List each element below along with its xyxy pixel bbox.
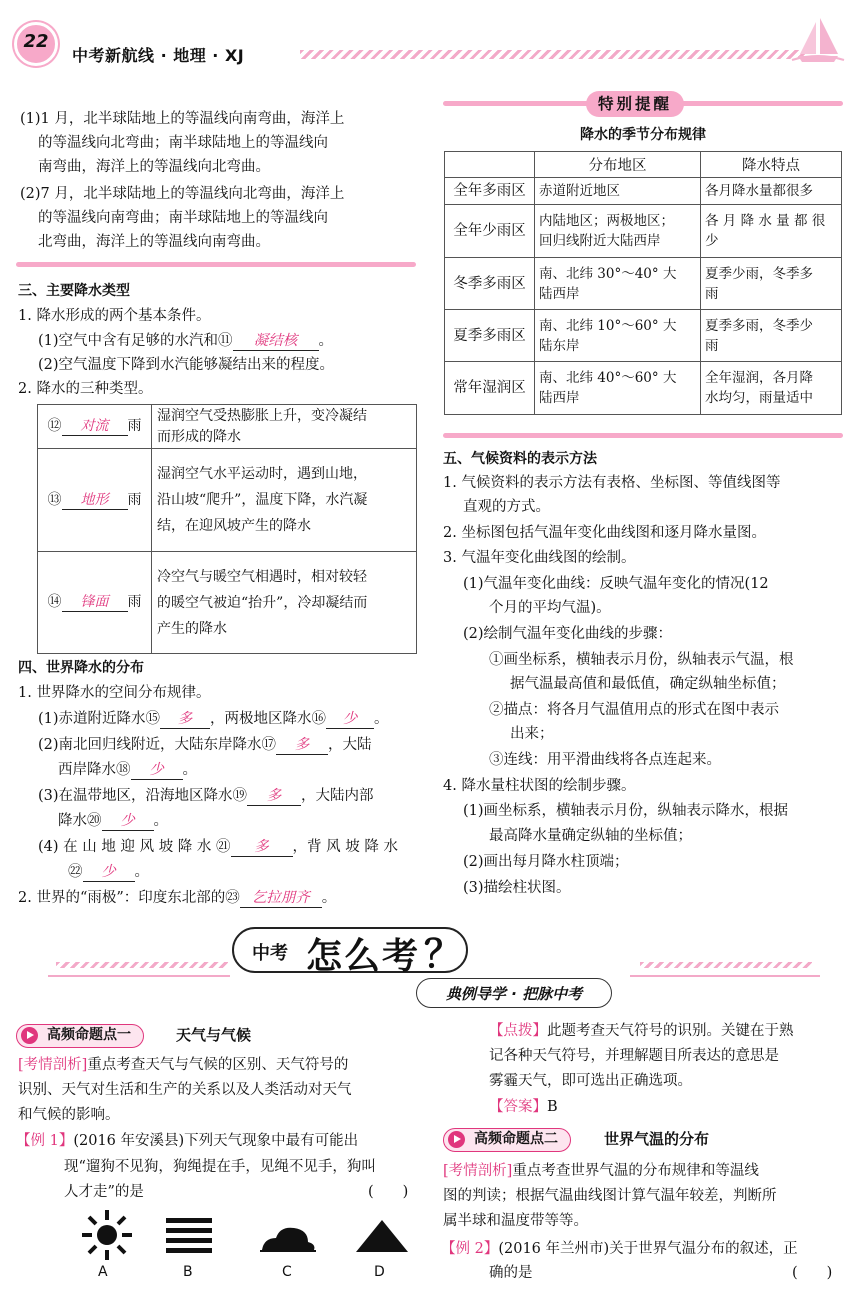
rain-type-cell (38, 405, 152, 449)
text: 雨 (127, 418, 142, 434)
analysis-line: 图的判读；根据气温曲线图计算气温年较差，判断所 (443, 1188, 777, 1204)
text: (1)空气中含有足够的水汽和⑪ (38, 333, 233, 349)
area-cell (535, 310, 701, 362)
note-line: 南弯曲，海洋上的等温线向北弯曲。 (38, 159, 270, 175)
text: 水均匀，雨量适中 (705, 390, 813, 406)
point-topic: 天气与气候 (176, 1026, 252, 1044)
feature-cell (701, 258, 842, 310)
item-2 (18, 887, 336, 909)
mountain-icon (354, 1218, 410, 1254)
text: 全年湿润，各月降 (705, 370, 813, 386)
rule-4 (38, 836, 398, 858)
answer-blank: 多 (160, 710, 210, 729)
header-cell: 降水特点 (701, 152, 842, 178)
banner-stripe-right (640, 962, 812, 968)
text-line: (2)画出每月降水柱顶端； (463, 854, 629, 870)
option-label-d: D (374, 1264, 385, 1280)
text: 此题考查天气符号的识别。关键在于熟 (547, 1023, 794, 1039)
answer-blank: 地形 (62, 491, 128, 510)
text: (1)赤道附近降水⑮ (38, 711, 161, 727)
divider (16, 262, 416, 267)
text: 重点考查天气与气候的区别、天气符号的 (87, 1057, 349, 1073)
text: 陆西岸 (539, 390, 580, 406)
rule-4b (68, 861, 149, 883)
text: 。 (374, 711, 389, 727)
text: 。 (153, 813, 168, 829)
description-cell (152, 405, 417, 449)
text: 产生的降水 (157, 620, 227, 637)
text: 夏季少雨，冬季多 (705, 265, 813, 282)
text: 南、北纬 30°～40° 大 (539, 265, 677, 282)
answer-blank: 少 (83, 863, 135, 882)
description-cell (152, 449, 417, 552)
text: 雨 (127, 491, 142, 508)
text: 陆西岸 (539, 285, 580, 302)
text: 2. 世界的“雨极”：印度东北部的㉓ (18, 890, 240, 906)
sunny-icon (80, 1208, 134, 1262)
text-line: ①画坐标系，横轴表示月份，纵轴表示气温，根 (489, 652, 794, 668)
play-icon (448, 1131, 465, 1148)
answer-blank: 多 (247, 787, 301, 806)
type-cell: 常年湿润区 (445, 362, 535, 415)
table-row (445, 258, 842, 310)
badge-label: 高频命题点一 (47, 1027, 131, 1043)
text: (2016 年安溪县)下列天气现象中最有可能出 (73, 1133, 359, 1149)
rain-type-cell (38, 552, 152, 654)
rule-2b (58, 759, 197, 781)
rule-3b (58, 810, 168, 832)
analysis-line (443, 1160, 759, 1182)
analysis-label: [考情剖析] (443, 1163, 513, 1179)
haze-icon (164, 1216, 214, 1256)
text: 陆东岸 (539, 337, 580, 354)
area-cell (535, 258, 701, 310)
play-icon (21, 1027, 38, 1044)
banner-line-left (48, 975, 230, 977)
text: 重点考查世界气温的分布规律和等温线 (512, 1163, 759, 1179)
rule-1 (38, 708, 389, 730)
text-line: (2)绘制气温年变化曲线的步骤： (463, 626, 673, 642)
answer-blank: 凝结核 (233, 332, 319, 351)
option-label-c: C (282, 1264, 292, 1280)
feature-cell (701, 310, 842, 362)
text: 雨 (705, 337, 719, 354)
text-line: 个月的平均气温)。 (489, 600, 611, 616)
answer-paren: ( ) (792, 1265, 833, 1281)
example-line (441, 1238, 798, 1260)
example-line (16, 1130, 358, 1152)
text: 湿润空气受热膨胀上升，变冷凝结 (157, 407, 367, 424)
point-topic: 世界气温的分布 (604, 1130, 710, 1148)
text: ，大陆 (328, 737, 372, 753)
example-line: 现“遛狗不见狗，狗绳提在手，见绳不见手，狗叫 (64, 1159, 376, 1175)
point-badge (16, 1024, 144, 1048)
season-rain-table (444, 151, 842, 415)
condition-1 (38, 330, 333, 352)
text: 。 (318, 333, 334, 349)
example-label: 【例 2】 (441, 1241, 499, 1257)
header-row (445, 152, 842, 178)
page-number: 22 (23, 31, 49, 52)
text: ，两极地区降水⑯ (210, 711, 327, 727)
text: 南、北纬 10°～60° 大 (539, 317, 677, 334)
text: 。 (182, 762, 197, 778)
table-row (38, 405, 417, 449)
text-line: 1. 气候资料的表示方法有表格、坐标图、等值线图等 (443, 475, 781, 491)
table-row (445, 178, 842, 205)
text: 湿润空气水平运动时，遇到山地， (157, 466, 367, 482)
text-line: 3. 气温年变化曲线图的绘制。 (443, 550, 636, 566)
text: 。 (134, 864, 149, 880)
area-cell (535, 178, 701, 205)
hint-line: 记各种天气符号，并理解题目所表达的意思是 (489, 1048, 779, 1064)
hint-label: 【点拨】 (489, 1023, 547, 1039)
circled-number: ⑫ (47, 418, 62, 434)
header-stripe (300, 50, 808, 59)
text-line: ③连线：用平滑曲线将各点连起来。 (489, 752, 721, 768)
type-cell: 全年少雨区 (445, 205, 535, 258)
badge-label: 高频命题点二 (474, 1131, 558, 1147)
answer-value: B (547, 1099, 558, 1115)
text: 的暖空气被迫“抬升”，冷却凝结而 (157, 594, 368, 611)
text: 。 (321, 890, 337, 906)
text: 而形成的降水 (157, 428, 241, 445)
analysis-line: 识别、天气对生活和生产的关系以及人类活动对天气 (18, 1082, 352, 1098)
area-cell (535, 362, 701, 415)
header-title: 中考新航线 · 地理 · XJ (72, 46, 245, 65)
banner-stripe-left (56, 962, 228, 968)
cloudy-icon (258, 1220, 318, 1254)
rain-type-cell (38, 449, 152, 552)
example-line: 人才走”的是 (64, 1184, 144, 1200)
section-title: 五、气候资料的表示方法 (443, 451, 597, 467)
table-row (445, 205, 842, 258)
text: 西岸降水⑱ (58, 762, 131, 778)
text: 降水⑳ (58, 813, 102, 829)
text: 赤道附近地区 (539, 183, 620, 199)
text-line: ②描点：将各月气温值用点的形式在图中表示 (489, 702, 779, 718)
type-cell: 全年多雨区 (445, 178, 535, 205)
text: 雨 (705, 285, 719, 302)
option-label-b: B (183, 1264, 193, 1280)
text: 各 月 降 水 量 都 很 (705, 213, 826, 229)
feature-cell (701, 362, 842, 415)
ship-logo (790, 16, 846, 64)
feature-cell (701, 178, 842, 205)
hint-line (489, 1020, 794, 1042)
rain-types-table (37, 404, 417, 654)
text: (4) 在 山 地 迎 风 坡 降 水 ㉑ (38, 839, 231, 855)
analysis-line: 和气候的影响。 (18, 1107, 120, 1123)
analysis-line: 属半球和温度带等等。 (443, 1213, 588, 1229)
table-row (445, 362, 842, 415)
banner-subtitle: 典例导学 · 把脉中考 (445, 985, 583, 1003)
note-line: 的等温线向南弯曲；南半球陆地上的等温线向 (38, 210, 328, 226)
answer-blank: 锋面 (62, 593, 128, 612)
example-label: 【例 1】 (16, 1133, 74, 1149)
answer-label: 【答案】 (489, 1099, 547, 1115)
analysis-label: [考情剖析] (18, 1057, 88, 1073)
text-line: (3)描绘柱状图。 (463, 880, 571, 896)
hint-line: 雾霾天气，即可选出正确选项。 (489, 1073, 692, 1089)
reminder-bottom-bar (443, 433, 843, 438)
circled-number: ⑭ (47, 594, 62, 610)
text-line: (1)气温年变化曲线：反映气温年变化的情况(12 (463, 576, 769, 592)
answer-blank: 多 (231, 838, 293, 857)
feature-cell (701, 205, 842, 258)
item-1: 1. 世界降水的空间分布规律。 (18, 685, 211, 701)
text: (2016 年兰州市)关于世界气温分布的叙述，正 (498, 1241, 798, 1257)
answer-paren: ( ) (368, 1184, 409, 1200)
reminder-label: 特别提醒 (586, 91, 684, 117)
text-line: 最高降水量确定纵轴的坐标值； (489, 828, 692, 844)
text: 夏季多雨，冬季少 (705, 317, 813, 334)
text: 沿山坡“爬升”，温度下降，水汽凝 (157, 492, 368, 508)
answer-blank: 多 (276, 736, 328, 755)
text: 南、北纬 40°～60° 大 (539, 370, 677, 386)
condition-2: (2)空气温度下降到水汽能够凝结出来的程度。 (38, 357, 335, 373)
area-cell (535, 205, 701, 258)
rule-2 (38, 734, 372, 756)
section-title: 四、世界降水的分布 (18, 660, 144, 676)
header-cell: 分布地区 (535, 152, 701, 178)
answer-line (489, 1096, 558, 1118)
table-row (445, 310, 842, 362)
answer-blank: 对流 (62, 417, 128, 436)
header-cell (445, 152, 535, 178)
text: 各月降水量都很多 (705, 183, 813, 199)
text: 雨 (127, 594, 142, 610)
text-line: (1)画坐标系，横轴表示月份，纵轴表示降水，根据 (463, 803, 789, 819)
circled-number: ⑬ (47, 491, 62, 508)
text-line: 2. 坐标图包括气温年变化曲线图和逐月降水量图。 (443, 525, 766, 541)
table-row (38, 449, 417, 552)
text: (3)在温带地区，沿海地区降水⑲ (38, 788, 248, 804)
answer-blank: 少 (102, 812, 154, 831)
note-line: 北弯曲，海洋上的等温线向南弯曲。 (38, 234, 270, 250)
text: ，大陆内部 (301, 788, 374, 804)
text: ，背 风 坡 降 水 (292, 839, 398, 855)
analysis-line (18, 1054, 348, 1076)
note-line: (1)1 月，北半球陆地上的等温线向南弯曲，海洋上 (20, 111, 345, 127)
text-line: 4. 降水量柱状图的绘制步骤。 (443, 778, 636, 794)
text: 冷空气与暖空气相遇时，相对较轻 (157, 568, 367, 585)
item-2: 2. 降水的三种类型。 (18, 381, 153, 397)
answer-blank: 乞拉朋齐 (240, 889, 322, 908)
banner-main: 怎么考 (306, 935, 421, 977)
text-line: 直观的方式。 (463, 499, 550, 515)
example-line: 确的是 (489, 1265, 533, 1281)
text: 内陆地区；两极地区； (539, 213, 674, 229)
text: 结，在迎风坡产生的降水 (157, 518, 311, 534)
table-title: 降水的季节分布规律 (580, 127, 706, 143)
item-1: 1. 降水形成的两个基本条件。 (18, 308, 211, 324)
banner-prefix: 中考 (252, 943, 288, 964)
banner-line-right (630, 975, 820, 977)
type-cell: 夏季多雨区 (445, 310, 535, 362)
note-line: 的等温线向北弯曲；南半球陆地上的等温线向 (38, 135, 328, 151)
text: (2)南北回归线附近，大陆东岸降水⑰ (38, 737, 277, 753)
rule-3 (38, 785, 374, 807)
description-cell (152, 552, 417, 654)
type-cell: 冬季多雨区 (445, 258, 535, 310)
text: 回归线附近大陆西岸 (539, 233, 661, 249)
option-label-a: A (98, 1264, 108, 1280)
section-title: 三、主要降水类型 (18, 283, 130, 299)
text: 少 (705, 233, 719, 249)
point-badge (443, 1128, 571, 1152)
text-line: 出来； (510, 726, 554, 742)
table-row (38, 552, 417, 654)
text: ㉒ (68, 864, 83, 880)
text-line: 据气温最高值和最低值，确定纵轴坐标值； (510, 676, 786, 692)
note-line: (2)7 月，北半球陆地上的等温线向北弯曲，海洋上 (20, 186, 345, 202)
answer-blank: 少 (326, 710, 374, 729)
answer-blank: 少 (131, 761, 183, 780)
banner-mark: ？ (424, 931, 463, 976)
